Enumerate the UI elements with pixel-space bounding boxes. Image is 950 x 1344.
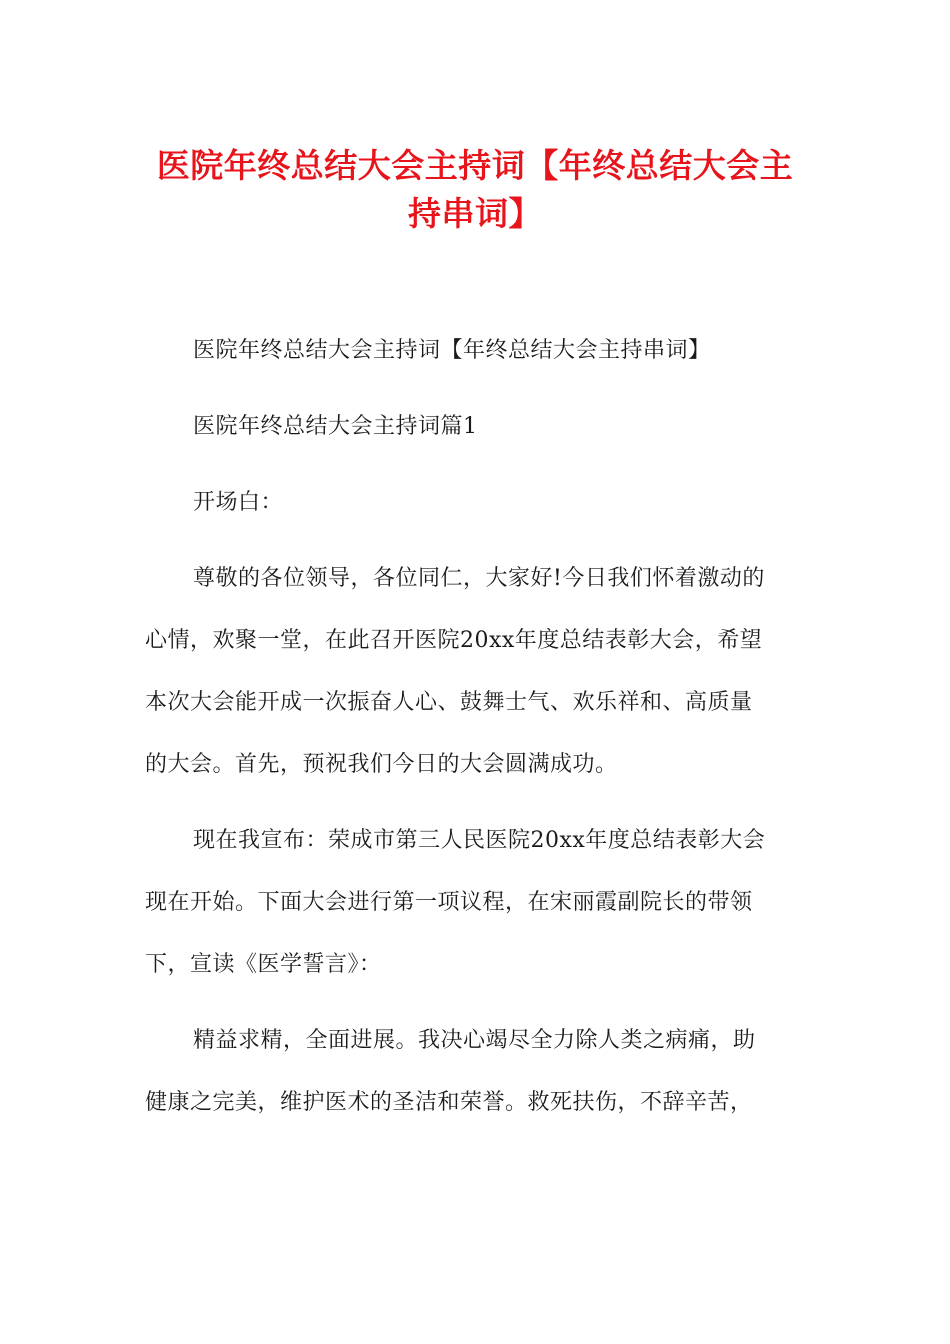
paragraph-4: [145, 548, 805, 796]
paragraph-line: 医院年终总结大会主持词【年终总结大会主持串词】: [193, 338, 711, 363]
paragraph-5: [145, 810, 805, 996]
document-body: [145, 320, 805, 1134]
title-line-1: 医院年终总结大会主持词【年终总结大会主: [156, 146, 794, 185]
paragraph-line: 现在我宣布：荣成市第三人民医院20xx年度总结表彰大会: [193, 828, 766, 853]
paragraph-6: [145, 1010, 805, 1134]
paragraph-line: 的大会。首先，预祝我们今日的大会圆满成功。: [145, 752, 618, 777]
paragraph-line: 现在开始。下面大会进行第一项议程，在宋丽霞副院长的带领: [145, 890, 753, 915]
paragraph-line: 健康之完美，维护医术的圣洁和荣誉。救死扶伤，不辞辛苦，: [145, 1090, 753, 1115]
title-line-2: 持串词】: [408, 194, 542, 233]
paragraph-line: 心情，欢聚一堂，在此召开医院20xx年度总结表彰大会，希望: [145, 628, 763, 653]
paragraph-line: 下，宣读《医学誓言》：: [145, 952, 382, 977]
paragraph-1: [145, 320, 805, 382]
paragraph-line: 医院年终总结大会主持词篇1: [193, 414, 478, 439]
document-title: [140, 142, 810, 238]
paragraph-3: [145, 472, 805, 534]
paragraph-2: [145, 396, 805, 458]
paragraph-line: 开场白：: [193, 490, 284, 515]
paragraph-line: 本次大会能开成一次振奋人心、鼓舞士气、欢乐祥和、高质量: [145, 690, 753, 715]
paragraph-line: 精益求精，全面进展。我决心竭尽全力除人类之病痛，助: [193, 1028, 756, 1053]
paragraph-line: 尊敬的各位领导，各位同仁，大家好!今日我们怀着激动的: [193, 566, 765, 591]
